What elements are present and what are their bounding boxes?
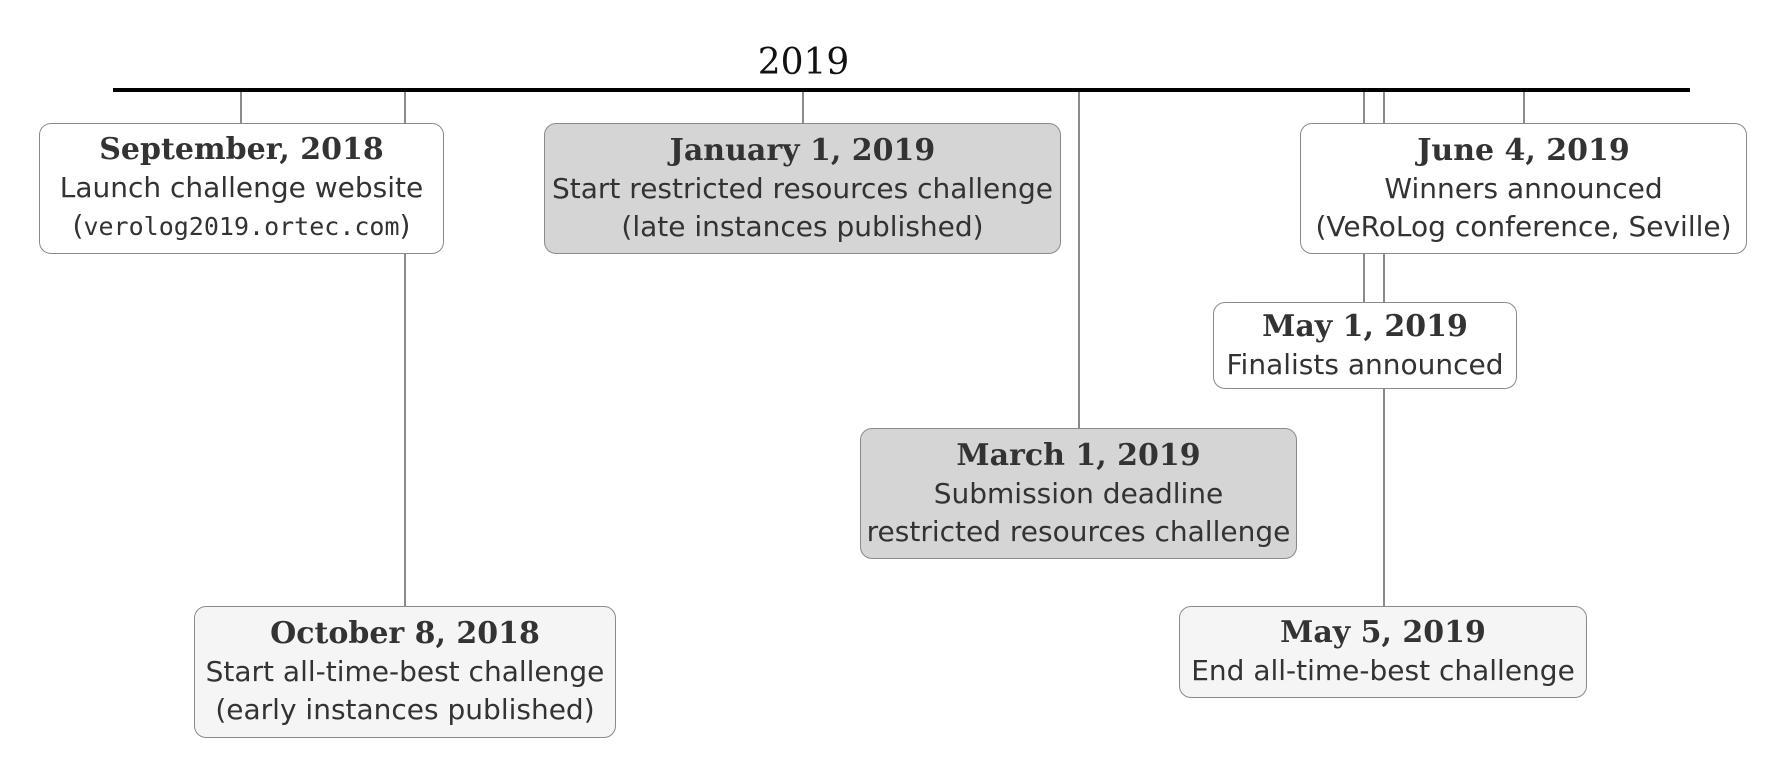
event-date: May 1, 2019 [1262,308,1468,344]
paren-open: ( [72,209,84,242]
event-date: September, 2018 [99,132,384,167]
event-note: restricted resources challenge [866,514,1291,548]
website-url: verolog2019.ortec.com [83,212,400,241]
timeline-title: 2019 [757,42,850,83]
event-description: Winners announced [1384,171,1663,205]
connector-june-2019 [1523,92,1525,124]
event-description: End all-time-best challenge [1191,654,1575,687]
event-may-1-2019 [1213,302,1517,389]
event-description: Finalists announced [1226,347,1504,381]
timeline-axis [113,88,1690,92]
event-date: March 1, 2019 [956,437,1201,473]
event-note: (early instances published) [215,693,595,726]
event-october-2018 [194,606,616,738]
event-description: Start restricted resources challenge [552,171,1053,205]
event-description: Submission deadline [933,476,1224,510]
event-september-2018 [39,123,444,254]
event-january-2019 [544,123,1061,254]
event-march-2019 [860,428,1297,559]
paren-close: ) [399,209,411,242]
event-description: Start all-time-best challenge [205,655,605,688]
connector-january-2019 [802,92,804,124]
connector-september-2018 [240,92,242,124]
event-url-line [73,207,411,246]
event-date: January 1, 2019 [669,132,936,168]
event-note: (late instances published) [621,209,984,243]
event-description: Launch challenge website [59,171,424,204]
event-june-2019 [1300,123,1747,254]
event-date: June 4, 2019 [1417,132,1630,168]
event-date: October 8, 2018 [270,616,540,651]
event-date: May 5, 2019 [1280,615,1486,650]
event-may-5-2019 [1179,606,1587,698]
connector-march-2019 [1078,92,1080,429]
event-note: (VeRoLog conference, Seville) [1315,209,1732,243]
